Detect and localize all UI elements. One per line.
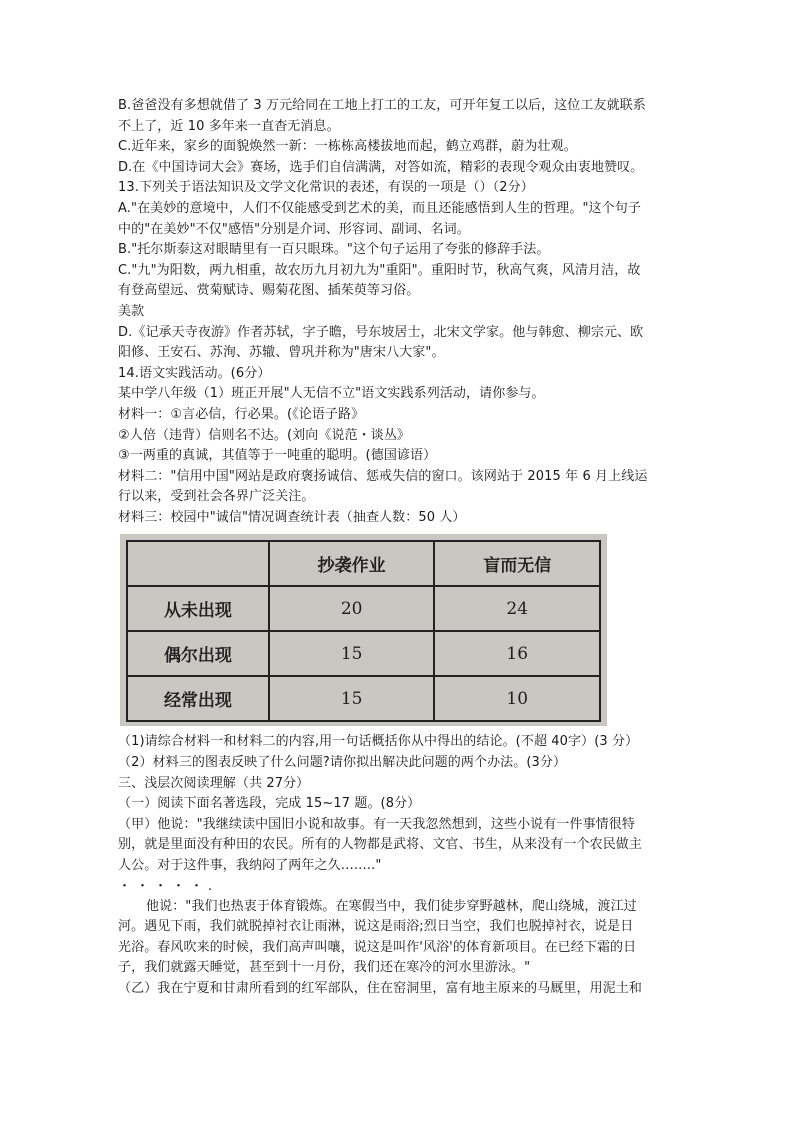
table-header-cell [127, 541, 269, 586]
option-c-line: C.近年来，家乡的面貌焕然一新：一栋栋高楼拔地而起，鹤立鸡群，蔚为壮观。 [118, 139, 577, 155]
passage-a2-line-2: 河。遇见下雨，我们就脱掉衬衣让雨淋，说这是雨浴;烈日当空，我们也脱掉衬衣，说是日 [118, 919, 634, 935]
passage-a-line-3: 人公。对于这件事，我纳闷了两年之久…….." [118, 858, 382, 874]
option-b-line-1: B.爸爸没有多想就借了 3 万元给同在工地上打工的工友，可开年复工以后，这位工友就联系 [118, 98, 646, 113]
material-3-caption: 材料三：校园中"诚信"情况调查统计表（抽查人数：50 人） [118, 509, 466, 525]
q13-option-c-line-2: 有登高望远、赏菊赋诗、赐菊花图、插茱萸等习俗。 [118, 283, 420, 299]
table-row [127, 586, 600, 631]
q14-intro: 某中学八年级（1）班正开展"人无信不立"语文实践系列活动，请你参与。 [118, 386, 545, 402]
q13-option-d-line-2: 阳修、王安石、苏洵、苏辙、曾巩并称为"唐宋八大家"。 [118, 345, 445, 361]
table-cell: 20 [269, 586, 435, 631]
reading-1-instruction: （一）阅读下面名著选段，完成 15~17 题。(8分） [118, 796, 421, 812]
question-13: 13.下列关于语法知识及文学文化常识的表述，有误的一项是（）（2分） [118, 180, 534, 196]
material-2-line-2: 行以来，受到社会各界广泛关注。 [118, 489, 315, 505]
passage-a2-line-4: 子，我们就露天睡觉，甚至到十一月份，我们还在寒冷的河水里游泳。" [118, 960, 531, 976]
q13-option-a-line-1: A."在美妙的意境中，人们不仅能感受到艺术的美，而且还能感悟到人生的哲理。"这个句子 [118, 200, 641, 216]
stray-text: 美款 [118, 303, 145, 319]
section-3-heading: 三、浅层次阅读理解（共 27分） [118, 775, 310, 791]
survey-table-photo [120, 534, 607, 726]
document-page [118, 96, 680, 1000]
table-header-cell: 抄袭作业 [269, 541, 435, 586]
table-header-cell: 盲而无信 [434, 541, 600, 586]
table-row [127, 631, 600, 676]
option-b-line-2: 不上了，近 10 多年来一直杳无消息。 [118, 118, 340, 134]
material-2-line-1: 材料二："信用中国"网站是政府褒扬诚信、惩戒失信的窗口。该网站于 2015 年 6 月上线运 [118, 468, 648, 484]
table-row-header: 经常出现 [127, 676, 269, 721]
table-cell: 15 [269, 676, 435, 721]
table-cell: 16 [434, 631, 600, 676]
material-1-item-1: 材料一：①言必信，行必果。(《论语子路》 [118, 406, 365, 422]
q13-option-a-line-2: 中的"在美妙"不仅"感悟"分别是介词、形容词、副词、名词。 [118, 221, 470, 237]
table-row [127, 676, 600, 721]
option-d-line: D.在《中国诗词大会》赛场，选手们自信满满，对答如流，精彩的表现令观众由衷地赞叹。 [118, 159, 644, 175]
question-14: 14.语文实践活动。(6分） [118, 365, 271, 381]
table-header-row [127, 541, 600, 586]
material-1-item-2: ②人倍（违背）信则名不达。(刘向《说范・谈丛》 [118, 427, 411, 443]
table-row-header: 偶尔出现 [127, 631, 269, 676]
passage-a-line-2: 别，就是里面没有种田的农民。所有的人物都是武将、文官、书生，从来没有一个农民做主 [118, 837, 643, 853]
table-cell: 24 [434, 586, 600, 631]
q13-option-d-line-1: D.《记承天寺夜游》作者苏轼，字子瞻，号东坡居士，北宋文学家。他与韩愈、柳宗元、欧 [118, 324, 644, 340]
q13-option-c-line-1: C."九"为阳数，两九相重，故农历九月初九为"重阳"。重阳时节，秋高气爽，风清月洁，故 [118, 262, 641, 278]
q13-option-b-line: B."托尔斯泰这对眼睛里有一百只眼珠。"这个句子运用了夸张的修辞手法。 [118, 242, 550, 258]
material-1-item-3: ③一两重的真诚，其值等于一吨重的聪明。(德国谚语） [118, 448, 437, 464]
table-cell: 15 [269, 631, 435, 676]
passage-a-line-1: （甲）他说："我继续读中国旧小说和故事。有一天我忽然想到，这些小说有一件事情很特 [118, 816, 635, 832]
passage-a2-line-1: 他说："我们也热衷于体育锻炼。在寒假当中，我们徒步穿野越林，爬山绕城，渡江过 [146, 898, 637, 914]
table-row-header: 从未出现 [127, 586, 269, 631]
passage-a2-line-3: 光浴。春风吹来的时候，我们高声叫嚷，说这是叫作'风浴'的体育新项目。在已经下霜的日 [118, 939, 637, 955]
q14-subquestion-1: （1)请综合材料一和材料二的内容,用一句话概括你从中得出的结论。(不超 40字）(3 分） [118, 734, 639, 750]
survey-table [126, 540, 601, 722]
passage-b-line-1: （乙）我在宁夏和甘肃所看到的红军部队，住在窑洞里，富有地主原来的马厩里，用泥土和 [118, 981, 643, 996]
q14-subquestion-2: （2）材料三的图表反映了什么问题?请你拟出解决此问题的两个办法。(3分） [118, 755, 567, 771]
table-cell: 10 [434, 676, 600, 721]
ellipsis-dots: ・・・・・. [118, 878, 218, 894]
